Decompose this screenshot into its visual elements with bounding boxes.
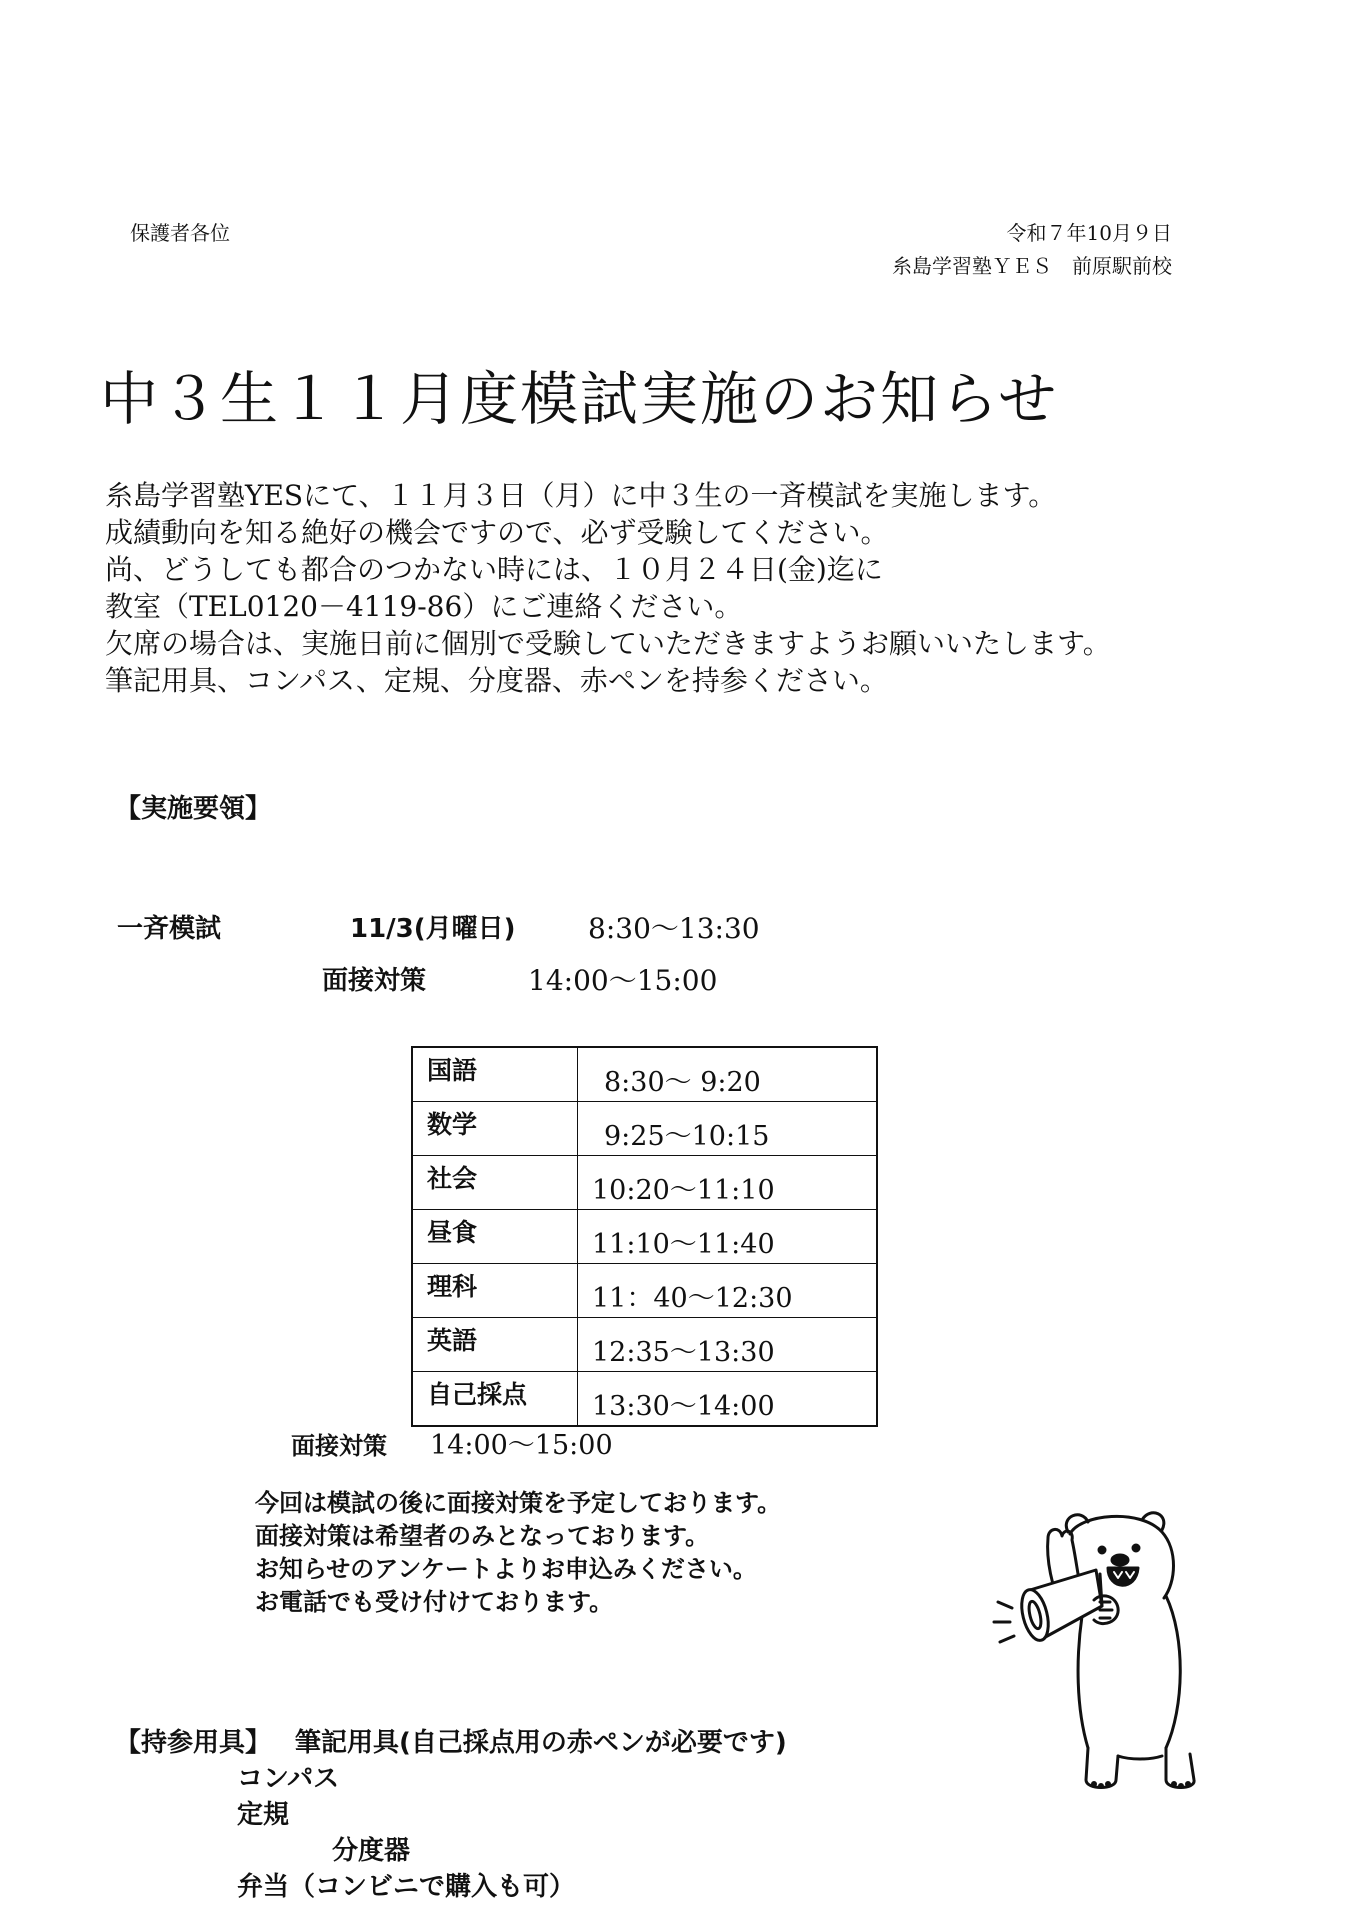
table-row — [412, 1372, 877, 1427]
body-text — [105, 477, 1111, 699]
item: 弁当（コンビニで購入も可） — [237, 1872, 576, 1902]
subject-cell: 自己採点 — [412, 1372, 578, 1427]
subject-cell: 昼食 — [412, 1210, 578, 1264]
interview-time: 14:00～15:00 — [528, 964, 718, 997]
subject-cell: 英語 — [412, 1318, 578, 1372]
exam-time: 8:30～13:30 — [588, 912, 760, 945]
subject-cell: 数学 — [412, 1102, 578, 1156]
exam-label: 一斉模試 — [117, 914, 222, 944]
time-cell: 9:25～10:15 — [578, 1102, 878, 1156]
issue-date: 令和７年10月９日 — [1006, 221, 1172, 245]
recipient: 保護者各位 — [130, 221, 230, 245]
table-row — [412, 1102, 877, 1156]
body-line: 成績動向を知る絶好の機会ですので、必ず受験してください。 — [105, 516, 889, 549]
item: 筆記用具(自己採点用の赤ペンが必要です) — [295, 1728, 787, 1758]
time-cell: 11:10～11:40 — [578, 1210, 878, 1264]
table-row — [412, 1264, 877, 1318]
body-line: 筆記用具、コンパス、定規、分度器、赤ペンを持参ください。 — [105, 664, 888, 697]
interview-notes — [255, 1487, 781, 1619]
note-line: お電話でも受け付けております。 — [255, 1588, 614, 1616]
polar-bear-megaphone-icon — [990, 1498, 1210, 1798]
table-row — [412, 1156, 877, 1210]
exam-date: 11/3(月曜日) — [350, 914, 516, 944]
subject-cell: 理科 — [412, 1264, 578, 1318]
note-line: お知らせのアンケートよりお申込みください。 — [255, 1555, 757, 1583]
item: 定規 — [237, 1800, 290, 1830]
interview-label-2: 面接対策 — [291, 1432, 387, 1460]
sender: 糸島学習塾ＹＥＳ 前原駅前校 — [892, 254, 1172, 278]
table-row — [412, 1047, 877, 1102]
item: 分度器 — [332, 1836, 411, 1866]
item: コンパス — [237, 1764, 340, 1794]
time-cell: 10:20～11:10 — [578, 1156, 878, 1210]
time-cell: 12:35～13:30 — [578, 1318, 878, 1372]
section-heading: 【実施要領】 — [115, 794, 272, 824]
body-line: 糸島学習塾YESにて、１１月３日（月）に中３生の一斉模試を実施します。 — [105, 479, 1057, 512]
body-line: 尚、どうしても都合のつかない時には、１０月２４日(金)迄に — [105, 553, 883, 586]
table-row — [412, 1318, 877, 1372]
page-title: 中３生１１月度模試実施のお知らせ — [100, 365, 1059, 433]
time-cell: 11：40～12:30 — [578, 1264, 878, 1318]
subject-cell: 社会 — [412, 1156, 578, 1210]
note-line: 今回は模試の後に面接対策を予定しております。 — [255, 1489, 782, 1517]
body-line: 欠席の場合は、実施日前に個別で受験していただきますようお願いいたします。 — [105, 627, 1111, 660]
note-line: 面接対策は希望者のみとなっております。 — [255, 1522, 710, 1550]
table-row — [412, 1210, 877, 1264]
body-line: 教室（TEL0120－4119-86）にご連絡ください。 — [105, 590, 743, 623]
time-cell: 13:30～14:00 — [578, 1372, 878, 1427]
interview-time-2: 14:00～15:00 — [430, 1430, 613, 1461]
subject-cell: 国語 — [412, 1047, 578, 1102]
time-cell: 8:30～ 9:20 — [578, 1047, 878, 1102]
schedule-table — [411, 1046, 878, 1427]
interview-label: 面接対策 — [322, 966, 427, 996]
items-heading: 【持参用具】 — [115, 1728, 272, 1758]
